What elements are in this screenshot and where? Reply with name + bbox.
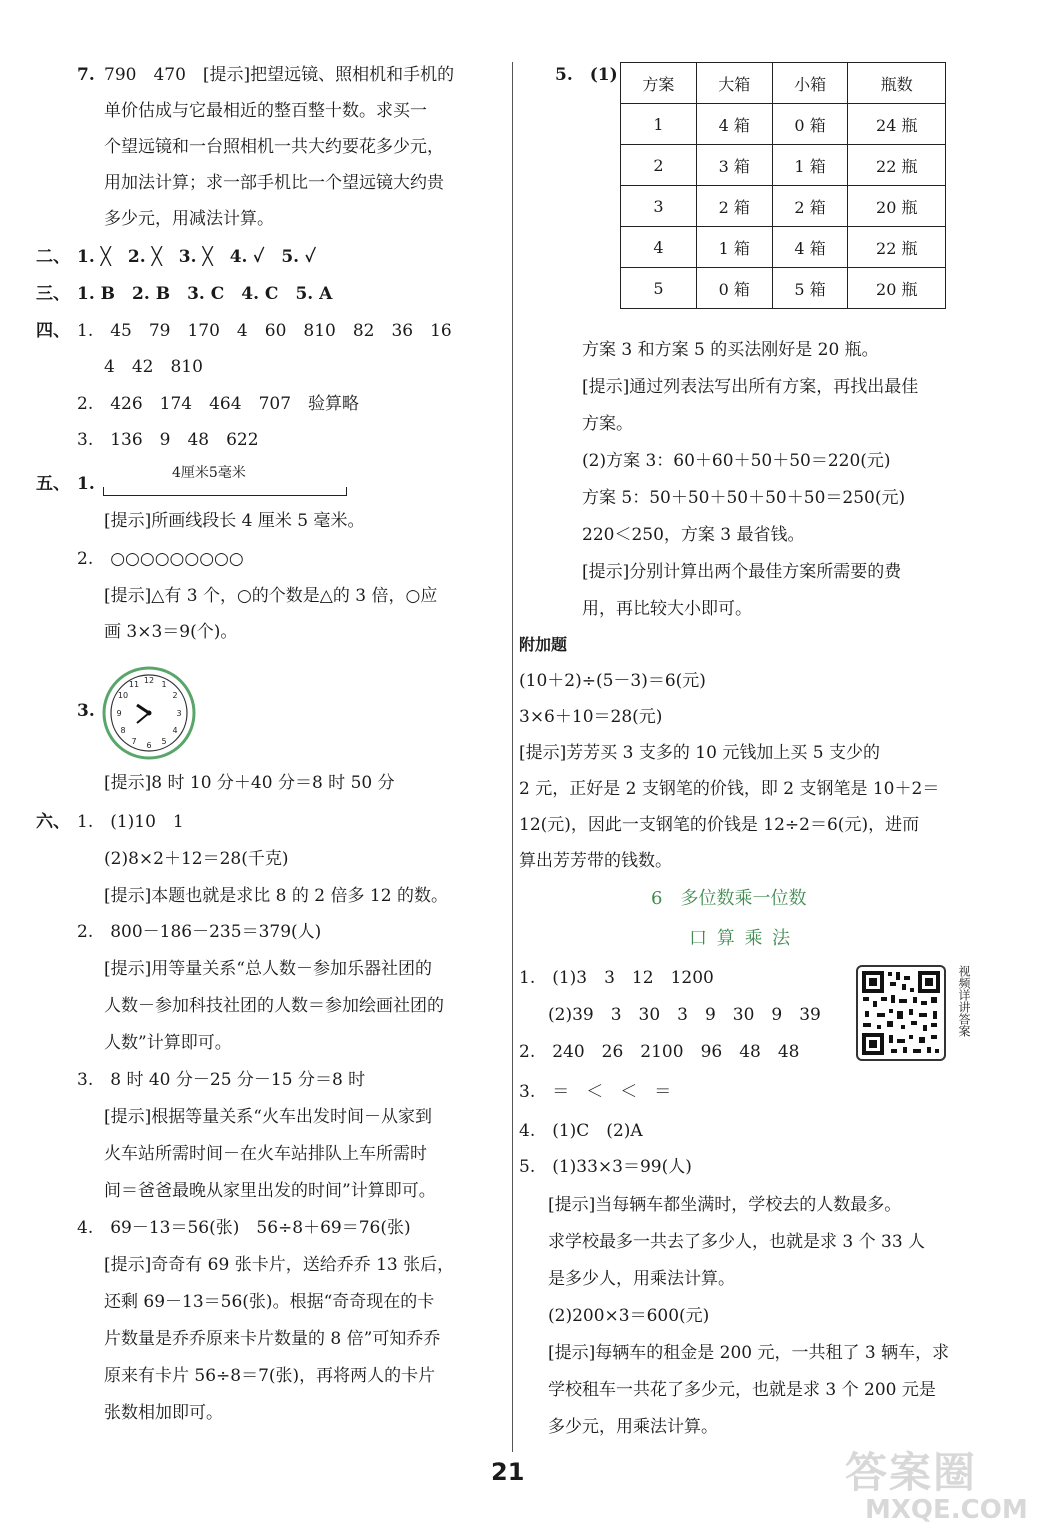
qr-code[interactable]: [856, 965, 946, 1061]
table-row: [621, 104, 946, 145]
svg-text:1: 1: [161, 680, 167, 689]
svg-text:7: 7: [131, 737, 137, 746]
r-q5-hint4: [提示]每辆车的租金是 200 元，一共租了 3 辆车，求: [548, 1343, 950, 1363]
table-row: [621, 186, 946, 227]
r-q5-part2: (2)200×3＝600(元): [548, 1306, 710, 1326]
q7-line5: 多少元，用减法计算。: [104, 209, 274, 229]
r-q3: 3. ＝ ＜ ＜ ＝: [519, 1082, 672, 1102]
table-cell: 22 瓶: [848, 145, 946, 186]
line-segment: [103, 487, 347, 496]
table-cell: 3: [621, 186, 697, 227]
svg-text:9: 9: [116, 709, 122, 718]
table-cell: 2 箱: [772, 186, 848, 227]
section-6-q4-hint3: 片数量是乔乔原来卡片数量的 8 倍”可知乔乔: [104, 1329, 441, 1349]
plan-table: [620, 62, 946, 309]
section-2-label: 二、: [36, 247, 70, 267]
section-3-label: 三、: [36, 284, 70, 304]
svg-text:8: 8: [120, 726, 126, 735]
r-q5-hint3: 是多少人，用乘法计算。: [548, 1269, 735, 1289]
q7-number: 7.: [77, 65, 95, 85]
table-header-row: [621, 63, 946, 104]
r-q1-line1: 1. (1)3 3 12 1200: [519, 968, 714, 988]
r-q5-hint5: 学校租车一共花了多少元，也就是求 3 个 200 元是: [548, 1380, 936, 1400]
svg-text:12: 12: [143, 676, 155, 685]
table-cell: 2 箱: [696, 186, 772, 227]
r-q5-hint1: [提示]当每辆车都坐满时，学校去的人数最多。: [548, 1195, 902, 1215]
section-6-q4-hint2: 还剩 69－13＝56(张)。根据“奇奇现在的卡: [104, 1292, 435, 1312]
svg-text:6: 6: [146, 741, 152, 750]
section-6-q2-hint2: 人数－参加科技社团的人数＝参加绘画社团的: [104, 996, 444, 1016]
section-5-hint2-line1: [提示]△有 3 个，○的个数是△的 3 倍，○应: [104, 586, 438, 606]
table-header-cell: 方案: [621, 63, 697, 104]
right-hint2-line2: 用，再比较大小即可。: [582, 599, 752, 619]
svg-text:3: 3: [176, 709, 182, 718]
right-compare: 220＜250，方案 3 最省钱。: [582, 525, 805, 545]
extra-eq2: 3×6＋10＝28(元): [519, 707, 663, 727]
table-cell: 4: [621, 227, 697, 268]
r-q5-hint2: 求学校最多一共去了多少人，也就是求 3 个 33 人: [548, 1232, 926, 1252]
section-6-q3-hint2: 火车站所需时间－在火车站排队上车所需时: [104, 1144, 427, 1164]
svg-text:5: 5: [161, 737, 167, 746]
section-6-q4-hint5: 张数相加即可。: [104, 1403, 223, 1423]
extra-question-title: 附加题: [519, 635, 568, 654]
r-q5-part1: 5. (1)33×3＝99(人): [519, 1157, 692, 1177]
section-5-q2: 2. ○○○○○○○○○: [77, 549, 244, 569]
r-q5-hint6: 多少元，用乘法计算。: [548, 1417, 718, 1437]
section-4-q1-line2: 4 42 810: [104, 357, 203, 377]
section-5-q1-number: 1.: [77, 474, 95, 494]
extra-eq1: (10＋2)÷(5－3)＝6(元): [519, 671, 706, 691]
section-6-q1-hint: [提示]本题也就是求比 8 的 2 倍多 12 的数。: [104, 886, 448, 906]
section-4-q2: 2. 426 174 464 707 验算略: [77, 394, 360, 414]
table-header-cell: 小箱: [772, 63, 848, 104]
table-cell: 0 箱: [772, 104, 848, 145]
right-hint1-line1: [提示]通过列表法写出所有方案，再找出最佳: [582, 377, 919, 397]
svg-text:10: 10: [117, 691, 129, 700]
table-cell: 5 箱: [772, 268, 848, 309]
section-2-answers: 1. ╳ 2. ╳ 3. ╳ 4. ✓ 5. ✓: [77, 247, 316, 267]
unit-title: 6 多位数乘一位数: [651, 888, 807, 909]
extra-hint-line1: [提示]芳芳买 3 支多的 10 元钱加上买 5 支少的: [519, 743, 880, 763]
section-6-q4-hint4: 原来有卡片 56÷8＝7(张)，再将两人的卡片: [104, 1366, 436, 1386]
section-3-answers: 1. B 2. B 3. C 4. C 5. A: [77, 284, 333, 304]
table-cell: 1 箱: [696, 227, 772, 268]
q7-line4: 用加法计算；求一部手机比一个望远镜大约贵: [104, 173, 444, 193]
column-divider: [512, 62, 513, 1452]
watermark-url: MXQE.COM: [865, 1495, 1028, 1525]
qr-label: 视频详讲答案: [957, 965, 971, 1037]
r-q4: 4. (1)C (2)A: [519, 1121, 643, 1141]
table-row: [621, 227, 946, 268]
page-number: 21: [491, 1458, 525, 1486]
section-5-hint2-line2: 画 3×3＝9(个)。: [104, 622, 238, 642]
section-5-hint1: [提示]所画线段长 4 厘米 5 毫米。: [104, 511, 365, 531]
right-answer-line: 方案 3 和方案 5 的买法刚好是 20 瓶。: [582, 340, 879, 360]
right-calc-plan3: (2)方案 3：60＋60＋50＋50＝220(元): [582, 451, 891, 471]
right-calc-plan5: 方案 5：50＋50＋50＋50＋50＝250(元): [582, 488, 906, 508]
section-6-q3-hint3: 间＝爸爸最晚从家里出发的时间”计算即可。: [104, 1181, 436, 1201]
table-cell: 5: [621, 268, 697, 309]
section-4-label: 四、: [36, 321, 70, 341]
r-q1-line2: (2)39 3 30 3 9 30 9 39: [548, 1005, 821, 1025]
table-row: [621, 145, 946, 186]
svg-text:2: 2: [172, 691, 178, 700]
table-cell: 4 箱: [772, 227, 848, 268]
section-6-q3: 3. 8 时 40 分－25 分－15 分＝8 时: [77, 1070, 366, 1090]
q7-line2: 单价估成与它最相近的整百整十数。求买一: [104, 101, 427, 121]
section-6-q2: 2. 800－186－235＝379(人): [77, 922, 322, 942]
watermark: [845, 1450, 1030, 1530]
watermark-logo: 答案圈: [845, 1448, 978, 1497]
table-cell: 4 箱: [696, 104, 772, 145]
section-6-q1-line1: 1. (1)10 1: [77, 812, 184, 832]
extra-hint-line2: 2 元，正好是 2 支钢笔的价钱，即 2 支钢笔是 10＋2＝: [519, 779, 940, 799]
table-header-cell: 瓶数: [848, 63, 946, 104]
section-5-hint3: [提示]8 时 10 分＋40 分＝8 时 50 分: [104, 773, 395, 793]
table-cell: 20 瓶: [848, 186, 946, 227]
section-5-q3-number: 3.: [77, 701, 95, 721]
q7-line3: 个望远镜和一台照相机一共大约要花多少元，: [104, 137, 444, 157]
svg-text:4: 4: [172, 726, 178, 735]
clock-icon: [101, 665, 197, 761]
table-cell: 1: [621, 104, 697, 145]
qr-code-icon: [858, 967, 944, 1059]
section-6-q1-line2: (2)8×2＋12＝28(千克): [104, 849, 289, 869]
right-hint1-line2: 方案。: [582, 414, 633, 434]
table-cell: 24 瓶: [848, 104, 946, 145]
section-6-q2-hint1: [提示]用等量关系“总人数－参加乐器社团的: [104, 959, 432, 979]
table-cell: 3 箱: [696, 145, 772, 186]
r-q2: 2. 240 26 2100 96 48 48: [519, 1042, 800, 1062]
q7-line1: 790 470 [提示]把望远镜、照相机和手机的: [104, 65, 455, 85]
table-header-cell: 大箱: [696, 63, 772, 104]
table-cell: 1 箱: [772, 145, 848, 186]
table-cell: 20 瓶: [848, 268, 946, 309]
section-subtitle: 口 算 乘 法: [689, 928, 793, 949]
segment-label: 4厘米5毫米: [172, 465, 246, 481]
section-6-label: 六、: [36, 812, 70, 832]
section-4-q1-line1: 1. 45 79 170 4 60 810 82 36 16: [77, 321, 452, 341]
section-6-q2-hint3: 人数”计算即可。: [104, 1033, 232, 1053]
table-cell: 2: [621, 145, 697, 186]
extra-hint-line4: 算出芳芳带的钱数。: [519, 851, 672, 871]
section-6-q3-hint1: [提示]根据等量关系“火车出发时间－从家到: [104, 1107, 432, 1127]
svg-text:11: 11: [128, 680, 140, 689]
section-6-q4-hint1: [提示]奇奇有 69 张卡片，送给乔乔 13 张后，: [104, 1255, 455, 1275]
table-cell: 22 瓶: [848, 227, 946, 268]
section-5-label: 五、: [36, 474, 70, 494]
section-6-q4: 4. 69－13＝56(张) 56÷8＋69＝76(张): [77, 1218, 411, 1238]
table-row: [621, 268, 946, 309]
table-cell: 0 箱: [696, 268, 772, 309]
right-q5-number: 5. (1): [555, 65, 618, 85]
right-hint2-line1: [提示]分别计算出两个最佳方案所需要的费: [582, 562, 902, 582]
section-4-q3: 3. 136 9 48 622: [77, 430, 259, 450]
extra-hint-line3: 12(元)，因此一支钢笔的价钱是 12÷2＝6(元)，进而: [519, 815, 920, 835]
